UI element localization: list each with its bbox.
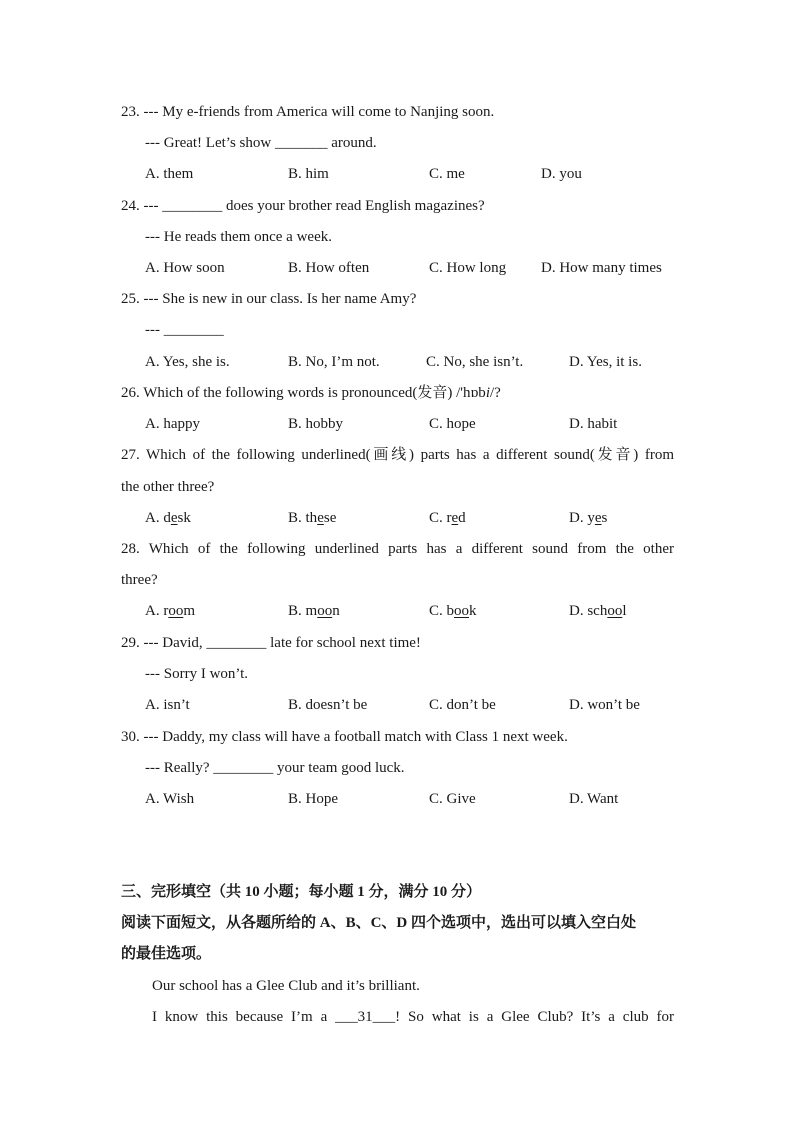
question-line: --- Great! Let’s show _______ around.	[145, 135, 377, 151]
option-a: A. isn’t	[145, 697, 190, 713]
question-line: --- Really? ________ your team good luck.	[145, 760, 405, 776]
question-25	[121, 289, 416, 309]
question-line: Which of the following underlined(画线) parts has a different sound(发音) from	[146, 447, 674, 463]
question-number: 26.	[121, 385, 140, 401]
question-line: --- Daddy, my class will have a football match with Class 1 next week.	[143, 729, 568, 745]
option-b: B. these	[288, 510, 337, 526]
question-27	[121, 445, 674, 465]
question-line: Which of the following underlined parts has a different sound from the other	[148, 541, 674, 557]
option-b: B. hobby	[288, 416, 344, 432]
underlined-letters: oo	[607, 603, 623, 619]
option-c: C. hope	[429, 416, 476, 432]
option-c: C. book	[429, 603, 477, 619]
question-number: 24.	[121, 198, 140, 214]
question-24	[121, 196, 485, 216]
question-line: the other three?	[121, 479, 215, 495]
option-d: D. habit	[569, 416, 618, 432]
question-line: three?	[121, 572, 158, 588]
underlined-letters: e	[594, 510, 602, 526]
option-b: B. moon	[288, 603, 340, 619]
option-d: D. school	[569, 603, 627, 619]
option-b: B. doesn’t be	[288, 697, 368, 713]
underlined-letters: oo	[168, 603, 184, 619]
question-line: --- My e-friends from America will come to Nanjing soon.	[143, 104, 495, 120]
question-26	[121, 383, 501, 403]
question-number: 28.	[121, 541, 140, 557]
question-line: --- ________	[145, 322, 224, 338]
question-number: 29.	[121, 635, 140, 651]
question-28	[121, 539, 674, 559]
underlined-letters: oo	[454, 603, 470, 619]
option-c: C. No, she isn’t.	[426, 354, 524, 370]
underlined-letters: oo	[317, 603, 333, 619]
option-d: D. yes	[569, 510, 608, 526]
underlined-letters: e	[451, 510, 459, 526]
option-a: A. How soon	[145, 260, 225, 276]
question-number: 30.	[121, 729, 140, 745]
option-a: A. room	[145, 603, 195, 619]
option-d: D. you	[541, 166, 582, 182]
question-30	[121, 727, 568, 747]
section-instruction: 的最佳选项。	[121, 946, 212, 962]
section-title: 三、完形填空（共 10 小题；每小题 1 分，满分 10 分）	[121, 884, 482, 900]
option-d: D. won’t be	[569, 697, 640, 713]
option-b: B. him	[288, 166, 329, 182]
question-number: 25.	[121, 291, 140, 307]
question-line: --- Sorry I won’t.	[145, 666, 249, 682]
question-line: --- She is new in our class. Is her name Amy?	[143, 291, 417, 307]
option-a: A. Wish	[145, 791, 195, 807]
phonetic-symbol: i	[485, 385, 490, 401]
option-d: D. Yes, it is.	[569, 354, 642, 370]
question-line: --- He reads them once a week.	[145, 229, 332, 245]
passage-line: Our school has a Glee Club and it’s brilliant.	[152, 978, 420, 994]
section-instruction: 阅读下面短文，从各题所给的 A、B、C、D 四个选项中，选出可以填入空白处	[121, 915, 637, 931]
question-line: --- David, ________ late for school next time!	[143, 635, 421, 651]
option-b: B. How often	[288, 260, 370, 276]
underlined-letters: e	[170, 510, 178, 526]
passage-line: I know this because I’m a ___31___! So what is a Glee Club? It’s a club for	[152, 1009, 674, 1025]
option-c: C. don’t be	[429, 697, 496, 713]
question-text: /?	[489, 385, 501, 401]
question-text: Which of the following words is pronounced(发音) /'hɒb	[143, 385, 486, 401]
option-c: C. How long	[429, 260, 507, 276]
option-c: C. Give	[429, 791, 476, 807]
option-c: C. red	[429, 510, 466, 526]
underlined-letters: e	[317, 510, 324, 526]
question-number: 23.	[121, 104, 140, 120]
question-line: --- ________ does your brother read English magazines?	[143, 198, 485, 214]
option-a: A. desk	[145, 510, 191, 526]
option-c: C. me	[429, 166, 465, 182]
question-23	[121, 102, 494, 122]
option-d: D. Want	[569, 791, 619, 807]
question-29	[121, 633, 421, 653]
option-a: A. happy	[145, 416, 200, 432]
option-a: A. them	[145, 166, 194, 182]
question-number: 27.	[121, 447, 140, 463]
option-d: D. How many times	[541, 260, 662, 276]
option-b: B. Hope	[288, 791, 338, 807]
option-a: A. Yes, she is.	[145, 354, 230, 370]
option-b: B. No, I’m not.	[288, 354, 380, 370]
